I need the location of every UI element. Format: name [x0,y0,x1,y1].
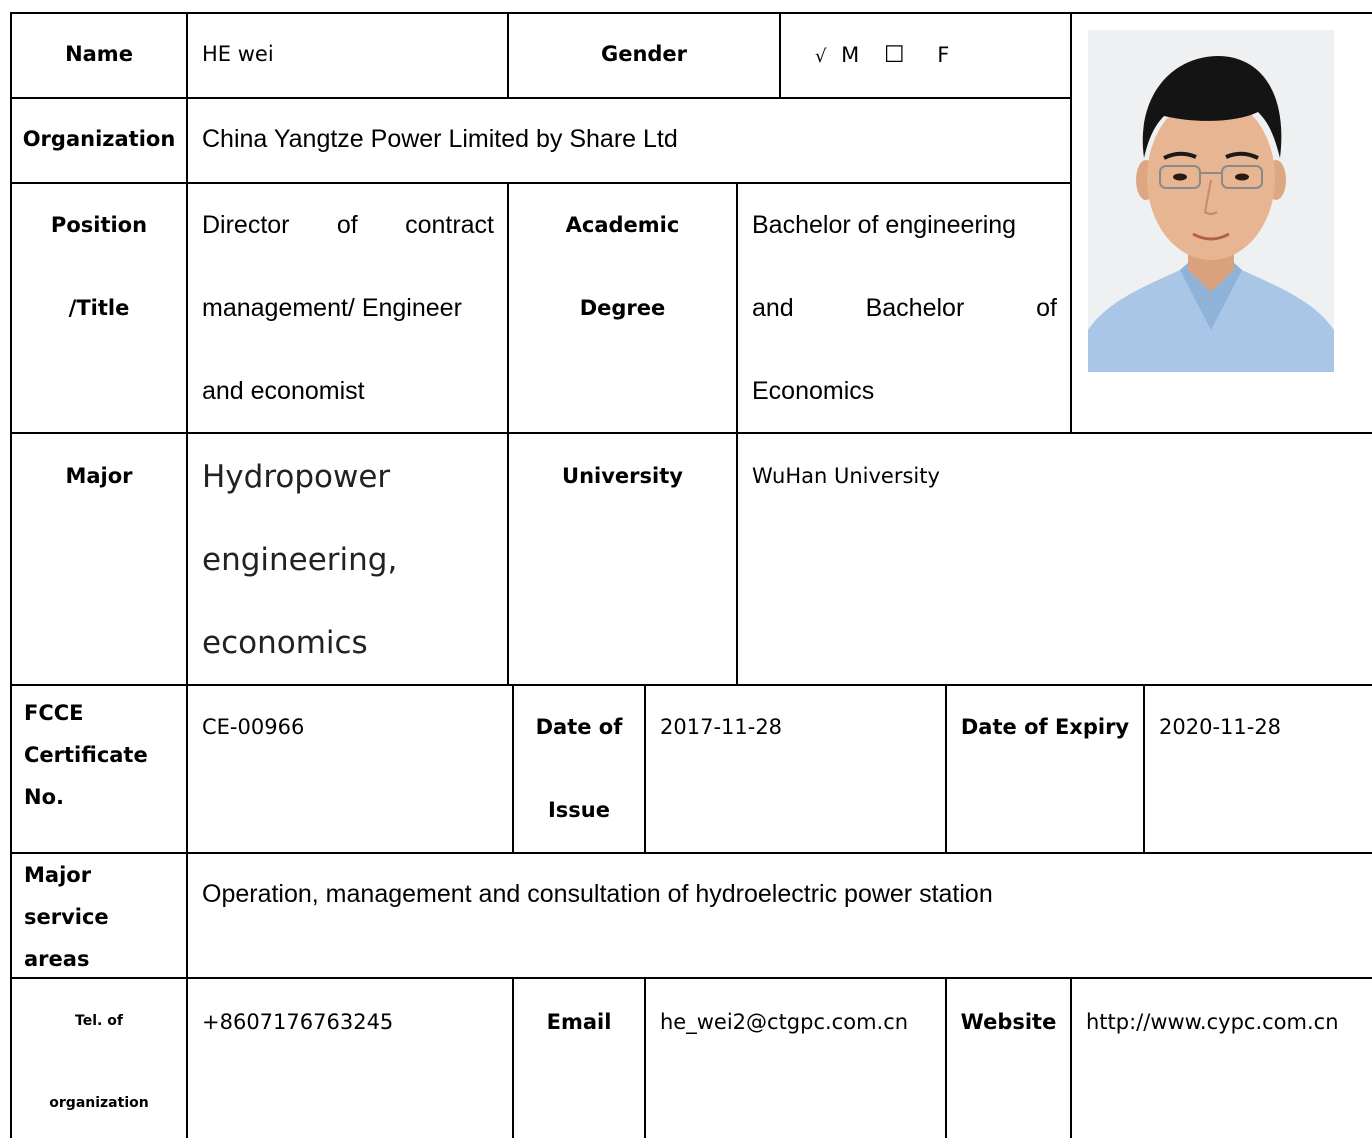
certificate-label: FCCE Certificate No. [24,701,148,809]
rule [945,977,947,1138]
gender-options [815,42,1065,68]
rule [10,12,12,1138]
service-areas-value: Operation, management and consultation of hydroelectric power station [202,880,993,908]
email-value: he_wei2@ctgpc.com.cn [660,1010,909,1034]
position-label-line2: /Title [68,296,130,320]
rule [1070,977,1072,1138]
university-value: WuHan University [752,464,940,488]
rule [736,182,738,685]
name-value: HE wei [202,42,274,66]
gender-female-label: F [937,43,950,67]
major-label: Major [65,464,133,488]
rule [10,97,1072,99]
portrait-photo [1088,30,1334,372]
degree-label-line2: Degree [579,296,666,320]
degree-value-line2: and Bachelor of [752,294,1057,322]
organization-label: Organization [22,127,176,151]
major-value [202,436,502,685]
rule [945,684,947,853]
degree-value-line3: Economics [752,377,875,405]
position-value-line2: management/ Engineer [202,294,462,322]
rule [512,977,514,1138]
empty-checkbox-icon: ☐ [883,42,905,68]
rule [644,977,646,1138]
expiry-date-value: 2020-11-28 [1159,715,1282,739]
university-label: University [562,464,683,488]
gender-male-label: M [841,43,860,67]
organization-value: China Yangtze Power Limited by Share Ltd [202,125,678,153]
gender-label: Gender [600,42,688,66]
rule [10,977,1372,979]
website-value: http://www.cypc.com.cn [1086,1010,1339,1034]
major-value-line1: Hydropower [202,459,391,495]
issue-date-label: Date of Issue [535,715,623,822]
major-value-line3: economics [202,625,368,661]
rule [1143,684,1145,853]
position-value-line3: and economist [202,377,365,405]
certificate-number: CE-00966 [202,715,305,739]
degree-label [509,184,736,350]
name-label: Name [65,42,133,66]
portrait-icon [1088,30,1334,372]
position-value-line1: Director of contract [202,211,494,239]
tel-label: Tel. of organization [49,1013,149,1111]
rule [10,12,1372,14]
major-value-line2: engineering, [202,542,398,578]
expiry-date-label: Date of Expiry [960,715,1130,739]
issue-date-value: 2017-11-28 [660,715,783,739]
degree-label-line1: Academic [565,213,680,237]
rule [644,684,646,853]
rule [1070,12,1072,433]
degree-value-line1: Bachelor of engineering [752,211,1017,239]
rule [10,852,1372,854]
position-label-line1: Position [50,213,148,237]
email-label: Email [546,1010,612,1034]
rule [779,12,781,98]
service-areas-label: Major service areas [24,863,109,971]
degree-value [752,184,1057,433]
tel-value: +8607176763245 [202,1010,394,1034]
rule [186,12,188,1138]
position-label [12,184,186,350]
website-label: Website [960,1010,1057,1034]
checkmark-icon: √ [815,46,827,67]
position-value [202,184,494,433]
